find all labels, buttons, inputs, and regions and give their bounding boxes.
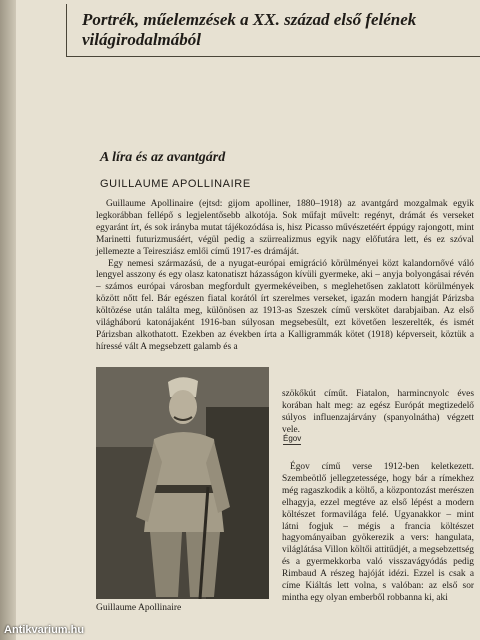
photo-caption: Guillaume Apollinaire <box>96 603 182 613</box>
poem-title-label: Égov <box>283 434 302 443</box>
portrait-illustration <box>96 367 269 599</box>
book-spine-shadow <box>0 0 16 640</box>
right-column-text-1: szökőkút címűt. Fiatalon, harmincnyolc éves korában halt meg: az egész Európát megtizedelő súlyos influenzajárvány (spanyolnátha) végzett vele. <box>282 389 474 435</box>
paragraph-2: Egy nemesi származású, de a nyugat-európai emigráció körülményei közt kalandornővé váló lengyel asszony és egy olasz katonatiszt házasságon kívüli gyermeke, aki – anyja bolyongásai révén – számos európai városban megfordult gyermekéveiben, s meglehetősen zaklatott körülmények között nőtt fel. Bár egészen fiatal korától írt szerelmes verseket, igazán modern hangját Párizsba költözése után találta meg, különösen az 1913-as Szeszek című verskötet darabjaiban. Az első világháború katonájaként 1916-ban súlyosan megsebesült, ezt követően leszerelték, és ismét Párizsban alkothatott. Ezekben az években írta a Kalligrammák kötet (1918) képverseit, köztük a híressé vált A megsebzett galamb és a <box>96 258 474 352</box>
paragraph-3: Égov című verse 1912-ben keletkezett. Szembeötlő jellegzetessége, hogy bár a rímekhez még ragaszkodik a költő, a központozást merészen elhagyja, ezzel megtéve az első lépést a modern költészet formavilága felé. Ugyanakkor – mint látni fogjuk – mégis a francia költészet hagyományaiban gyökerezik a vers: hangulata, világlátása Villon költői attitűdjét, a megsebzettség és a gyermekkorba való visszavágyódás pedig Rimbaud A részeg hajóját idézi. Ezzel is csak a címe Kiáltás lett volna, s valóban: az első sor mintha egy olyan emberből robbanna ki, aki <box>282 462 474 603</box>
right-column-text-2 <box>282 462 474 605</box>
watermark: Antikvarium.hu <box>4 624 85 636</box>
section-heading: A líra és az avantgárd <box>100 150 226 165</box>
body-text-top <box>96 199 474 354</box>
chapter-title: Portrék, műelemzések a XX. század első felének világirodalmából <box>82 10 417 49</box>
author-heading: GUILLAUME APOLLINAIRE <box>100 178 251 190</box>
author-photo <box>96 367 269 599</box>
paragraph-1: Guillaume Apollinaire (ejtsd: gijom apolliner, 1880–1918) az avantgárd mozgalmak egyik legkorábban fellépő s legjelentősebb alkotója. Sok műfajt művelt: regényt, drámát és verseket egyaránt írt, és sok irányba mutat tájékozódása is, hisz Picasso művészetéért éppúgy rajongott, mint Marinetti futurizmusáért, végül pedig a szürrealizmus egyik nagy előfutára lett, és ez szóval jellemezte a Teiresziász emlői című 1917-es drámáját. <box>96 199 474 257</box>
